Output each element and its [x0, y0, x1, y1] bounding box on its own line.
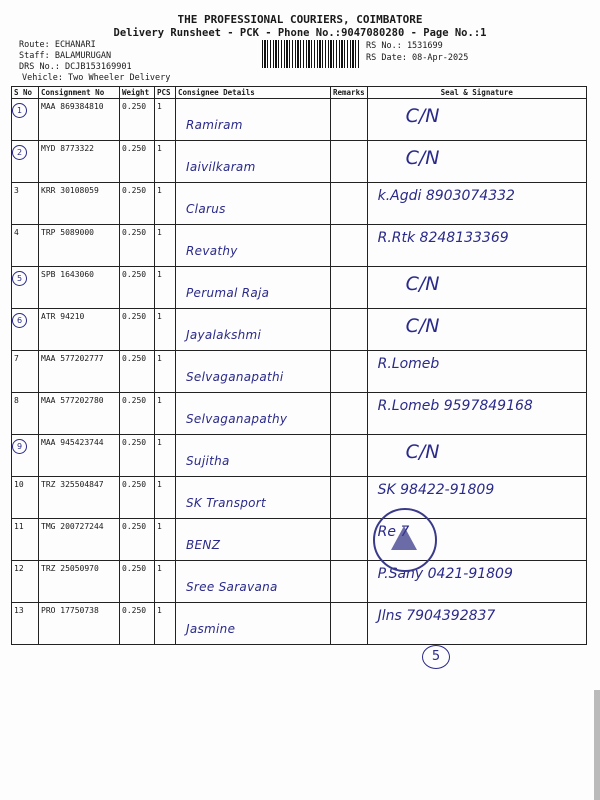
table-row — [12, 99, 587, 141]
consignment-no: TRZ 325504847 — [39, 477, 120, 519]
sno-value: 3 — [14, 186, 19, 195]
weight-value: 0.250 — [120, 435, 155, 477]
sno-value: 7 — [14, 354, 19, 363]
signature: R.Lomeb 9597849168 — [377, 398, 533, 414]
consignee-name: Iaivilkaram — [186, 160, 256, 174]
col-consignment: Consignment No — [39, 87, 120, 99]
remarks-cell — [331, 309, 368, 351]
sno-value: 8 — [14, 396, 19, 405]
table-row — [12, 561, 587, 603]
pcs-value: 1 — [155, 267, 176, 309]
pcs-value: 1 — [155, 393, 176, 435]
company-title: THE PROFESSIONAL COURIERS, COIMBATORE — [177, 13, 423, 26]
col-weight: Weight — [120, 87, 155, 99]
remarks-cell — [331, 99, 368, 141]
circled-sno: 6 — [12, 313, 27, 328]
route-label: Route: ECHANARI — [19, 40, 96, 50]
table-row — [12, 141, 587, 183]
consignment-no: ATR 94210 — [39, 309, 120, 351]
consignee-name: Clarus — [186, 202, 226, 216]
signature: C/N — [405, 105, 440, 127]
runsheet-table — [11, 86, 587, 645]
signature: SK 98422-91809 — [377, 482, 495, 498]
consignee-name: Sree Saravana — [186, 580, 278, 594]
company-seal-stamp — [373, 508, 437, 572]
table-row — [12, 351, 587, 393]
col-consignee: Consignee Details — [176, 87, 331, 99]
rs-number: RS No.: 1531699 — [366, 41, 443, 51]
signature: C/N — [405, 273, 440, 295]
table-row — [12, 393, 587, 435]
consignee-name: Selvaganapathy — [186, 412, 288, 426]
remarks-cell — [331, 393, 368, 435]
pcs-value: 1 — [155, 477, 176, 519]
remarks-cell — [331, 561, 368, 603]
remarks-cell — [331, 603, 368, 645]
consignment-no: MAA 577202780 — [39, 393, 120, 435]
pcs-value: 1 — [155, 435, 176, 477]
signature: R.Rtk 8248133369 — [377, 230, 509, 246]
weight-value: 0.250 — [120, 351, 155, 393]
pcs-value: 1 — [155, 225, 176, 267]
pcs-value: 1 — [155, 309, 176, 351]
consignee-name: BENZ — [186, 538, 221, 552]
consignment-no: TRP 5089000 — [39, 225, 120, 267]
signature: C/N — [405, 147, 440, 169]
weight-value: 0.250 — [120, 309, 155, 351]
staff-label: Staff: BALAMURUGAN — [19, 51, 112, 61]
sno-value: 13 — [14, 606, 24, 615]
pcs-value: 1 — [155, 99, 176, 141]
rs-date: RS Date: 08-Apr-2025 — [366, 53, 469, 63]
scan-edge — [594, 690, 600, 800]
circled-sno: 9 — [12, 439, 27, 454]
sno-value: 4 — [14, 228, 19, 237]
table-row — [12, 183, 587, 225]
runsheet-subtitle: Delivery Runsheet - PCK - Phone No.:9047080280 - Page No.:1 — [113, 27, 487, 39]
consignment-no: PRO 17750738 — [39, 603, 120, 645]
pcs-value: 1 — [155, 561, 176, 603]
table-header-row — [12, 87, 587, 99]
signature: Jlns 7904392837 — [377, 608, 496, 624]
weight-value: 0.250 — [120, 99, 155, 141]
signature: C/N — [405, 315, 440, 337]
weight-value: 0.250 — [120, 603, 155, 645]
pcs-value: 1 — [155, 351, 176, 393]
weight-value: 0.250 — [120, 561, 155, 603]
drs-label: DRS No.: DCJB153169901 — [19, 62, 132, 72]
sno-value: 11 — [14, 522, 24, 531]
col-remarks: Remarks — [331, 87, 368, 99]
consignment-no: TRZ 25050970 — [39, 561, 120, 603]
remarks-cell — [331, 477, 368, 519]
table-row — [12, 477, 587, 519]
table-row — [12, 267, 587, 309]
table-row — [12, 519, 587, 561]
circled-sno: 1 — [12, 103, 27, 118]
consignment-no: MAA 945423744 — [39, 435, 120, 477]
total-count-mark: 5 — [422, 645, 450, 669]
consignee-name: Jayalakshmi — [186, 328, 262, 342]
consignment-no: SPB 1643060 — [39, 267, 120, 309]
vehicle-label: Vehicle: Two Wheeler Delivery — [22, 73, 171, 83]
table-row — [12, 309, 587, 351]
signature: P.Sany 0421-91809 — [377, 566, 513, 582]
circled-sno: 2 — [12, 145, 27, 160]
col-pcs: PCS — [155, 87, 176, 99]
pcs-value: 1 — [155, 519, 176, 561]
table-row — [12, 603, 587, 645]
signature: Re 7 — [377, 524, 410, 540]
remarks-cell — [331, 435, 368, 477]
col-sno: S No — [12, 87, 39, 99]
weight-value: 0.250 — [120, 183, 155, 225]
consignment-no: MAA 869384810 — [39, 99, 120, 141]
sno-value: 12 — [14, 564, 24, 573]
table-row — [12, 225, 587, 267]
consignee-name: SK Transport — [186, 496, 267, 510]
consignment-no: MYD 8773322 — [39, 141, 120, 183]
weight-value: 0.250 — [120, 477, 155, 519]
consignment-no: TMG 200727244 — [39, 519, 120, 561]
pcs-value: 1 — [155, 141, 176, 183]
consignee-name: Sujitha — [186, 454, 230, 468]
weight-value: 0.250 — [120, 267, 155, 309]
consignee-name: Ramiram — [186, 118, 243, 132]
circled-sno: 5 — [12, 271, 27, 286]
signature: C/N — [405, 441, 440, 463]
weight-value: 0.250 — [120, 519, 155, 561]
sno-value: 10 — [14, 480, 24, 489]
table-row — [12, 435, 587, 477]
consignee-name: Perumal Raja — [186, 286, 270, 300]
col-signature: Seal & Signature — [367, 87, 586, 99]
consignee-name: Jasmine — [186, 622, 236, 636]
barcode — [262, 40, 360, 68]
seal-emblem-icon — [391, 526, 417, 550]
remarks-cell — [331, 267, 368, 309]
consignee-name: Selvaganapathi — [186, 370, 284, 384]
weight-value: 0.250 — [120, 225, 155, 267]
remarks-cell — [331, 225, 368, 267]
weight-value: 0.250 — [120, 393, 155, 435]
remarks-cell — [331, 351, 368, 393]
signature: R.Lomeb — [377, 356, 440, 372]
signature: k.Agdi 8903074332 — [377, 188, 515, 204]
consignment-no: KRR 30108059 — [39, 183, 120, 225]
consignment-no: MAA 577202777 — [39, 351, 120, 393]
remarks-cell — [331, 141, 368, 183]
remarks-cell — [331, 519, 368, 561]
consignee-name: Revathy — [186, 244, 238, 258]
remarks-cell — [331, 183, 368, 225]
pcs-value: 1 — [155, 183, 176, 225]
pcs-value: 1 — [155, 603, 176, 645]
weight-value: 0.250 — [120, 141, 155, 183]
